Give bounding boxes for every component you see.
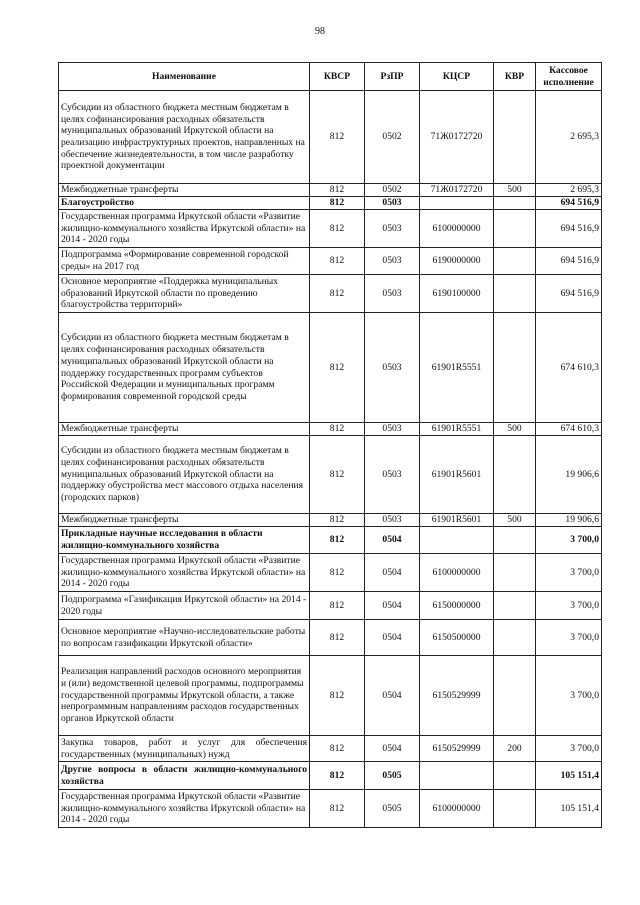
cell-kcsr: 6150529999 xyxy=(420,736,494,762)
cell-name: Подпрограмма «Формирование современной городской среды» на 2017 год xyxy=(59,248,310,275)
cell-kvsr: 812 xyxy=(310,736,365,762)
cell-kvr: 500 xyxy=(494,184,536,197)
cell-name: Благоустройство xyxy=(59,197,310,210)
cell-value: 694 516,9 xyxy=(536,248,602,275)
cell-rzpr: 0505 xyxy=(365,762,420,790)
cell-kvsr: 812 xyxy=(310,527,365,554)
header-rzpr: РзПР xyxy=(365,63,420,91)
cell-kcsr: 6150529999 xyxy=(420,656,494,736)
cell-kvr xyxy=(494,91,536,184)
cell-kvr: 500 xyxy=(494,514,536,527)
cell-kvr xyxy=(494,656,536,736)
cell-kcsr: 6100000000 xyxy=(420,554,494,592)
cell-name: Государственная программа Иркутской области «Развитие жилищно-коммунального хозяйства Иркутской области» на 2014 - 2020 годы xyxy=(59,790,310,828)
cell-rzpr: 0504 xyxy=(365,620,420,656)
header-kvsr: КВСР xyxy=(310,63,365,91)
cell-kvr xyxy=(494,436,536,514)
cell-value: 694 516,9 xyxy=(536,210,602,248)
cell-kvsr: 812 xyxy=(310,184,365,197)
cell-kcsr xyxy=(420,527,494,554)
cell-kcsr: 61901R5601 xyxy=(420,436,494,514)
cell-name: Прикладные научные исследования в области жилищно-коммунального хозяйства xyxy=(59,527,310,554)
cell-name: Другие вопросы в области жилищно-коммунального хозяйства xyxy=(59,762,310,790)
cell-value: 2 695,3 xyxy=(536,91,602,184)
cell-value: 2 695,3 xyxy=(536,184,602,197)
cell-rzpr: 0503 xyxy=(365,423,420,436)
cell-rzpr: 0504 xyxy=(365,592,420,620)
cell-rzpr: 0504 xyxy=(365,736,420,762)
table-row xyxy=(59,210,602,248)
table-row xyxy=(59,592,602,620)
cell-value: 3 700,0 xyxy=(536,656,602,736)
cell-kvr xyxy=(494,554,536,592)
cell-kcsr: 6150500000 xyxy=(420,620,494,656)
cell-name: Субсидии из областного бюджета местным бюджетам в целях софинансирования расходных обязательств муниципальных образований Иркутской области на поддержку обустройства мест массового отдыха населения (городских парков) xyxy=(59,436,310,514)
table-row xyxy=(59,762,602,790)
cell-value: 105 151,4 xyxy=(536,790,602,828)
cell-kvsr: 812 xyxy=(310,656,365,736)
cell-rzpr: 0503 xyxy=(365,210,420,248)
cell-kcsr: 71Ж0172720 xyxy=(420,184,494,197)
cell-kvsr: 812 xyxy=(310,554,365,592)
cell-rzpr: 0502 xyxy=(365,91,420,184)
cell-kvr: 200 xyxy=(494,736,536,762)
table-row xyxy=(59,91,602,184)
cell-rzpr: 0505 xyxy=(365,790,420,828)
cell-kvsr: 812 xyxy=(310,423,365,436)
cell-value: 3 700,0 xyxy=(536,620,602,656)
cell-name: Основное мероприятие «Поддержка муниципальных образований Иркутской области по проведению благоустройства территорий» xyxy=(59,275,310,313)
cell-kvr xyxy=(494,313,536,423)
budget-table xyxy=(58,62,602,828)
cell-kcsr xyxy=(420,197,494,210)
table-row xyxy=(59,656,602,736)
cell-value: 3 700,0 xyxy=(536,527,602,554)
cell-kcsr xyxy=(420,762,494,790)
cell-kcsr: 6190100000 xyxy=(420,275,494,313)
cell-rzpr: 0503 xyxy=(365,436,420,514)
cell-kvsr: 812 xyxy=(310,514,365,527)
cell-value: 3 700,0 xyxy=(536,736,602,762)
cell-name: Межбюджетные трансферты xyxy=(59,423,310,436)
cell-kcsr: 71Ж0172720 xyxy=(420,91,494,184)
cell-kcsr: 6100000000 xyxy=(420,790,494,828)
cell-value: 694 516,9 xyxy=(536,275,602,313)
cell-kvr xyxy=(494,527,536,554)
cell-kvr xyxy=(494,248,536,275)
cell-kvr xyxy=(494,790,536,828)
cell-kcsr: 61901R5551 xyxy=(420,423,494,436)
cell-value: 674 610,3 xyxy=(536,313,602,423)
table-row xyxy=(59,514,602,527)
cell-kvsr: 812 xyxy=(310,210,365,248)
cell-kvr xyxy=(494,197,536,210)
cell-name: Межбюджетные трансферты xyxy=(59,514,310,527)
cell-name: Субсидии из областного бюджета местным бюджетам в целях софинансирования расходных обязательств муниципальных образований Иркутской области на поддержку государственных программ субъектов Российской Федерации и муниципальных программ формирования современной городской среды xyxy=(59,313,310,423)
cell-kvsr: 812 xyxy=(310,762,365,790)
cell-value: 19 906,6 xyxy=(536,514,602,527)
table-row xyxy=(59,527,602,554)
table-row xyxy=(59,275,602,313)
table-row xyxy=(59,736,602,762)
table-row xyxy=(59,620,602,656)
cell-value: 105 151,4 xyxy=(536,762,602,790)
cell-name: Государственная программа Иркутской области «Развитие жилищно-коммунального хозяйства Иркутской области» на 2014 - 2020 годы xyxy=(59,210,310,248)
cell-rzpr: 0503 xyxy=(365,248,420,275)
table-row xyxy=(59,554,602,592)
cell-kvr xyxy=(494,762,536,790)
cell-kvr xyxy=(494,275,536,313)
cell-value: 3 700,0 xyxy=(536,592,602,620)
cell-kvsr: 812 xyxy=(310,436,365,514)
table-header-row xyxy=(59,63,602,91)
cell-rzpr: 0504 xyxy=(365,554,420,592)
page-number: 98 xyxy=(315,26,325,37)
cell-name: Реализация направлений расходов основного мероприятия и (или) ведомственной целевой программы, подпрограммы государственной программы Иркутской области, а также непрограммным направлениям расходов государственных органов Иркутской области xyxy=(59,656,310,736)
cell-rzpr: 0503 xyxy=(365,313,420,423)
header-execution: Кассовое исполнение xyxy=(536,63,602,91)
table-row xyxy=(59,423,602,436)
cell-kvsr: 812 xyxy=(310,620,365,656)
header-kcsr: КЦСР xyxy=(420,63,494,91)
cell-kvsr: 812 xyxy=(310,275,365,313)
cell-name: Субсидии из областного бюджета местным бюджетам в целях софинансирования расходных обязательств муниципальных образований Иркутской области на реализацию инфраструктурных проектов, направленных на обеспечение жизнедеятельности, в том числе разработку проектной документации xyxy=(59,91,310,184)
cell-kvr xyxy=(494,592,536,620)
cell-kcsr: 61901R5551 xyxy=(420,313,494,423)
cell-kcsr: 61901R5601 xyxy=(420,514,494,527)
cell-kvsr: 812 xyxy=(310,790,365,828)
cell-kvsr: 812 xyxy=(310,313,365,423)
cell-value: 19 906,6 xyxy=(536,436,602,514)
cell-kvsr: 812 xyxy=(310,592,365,620)
cell-rzpr: 0503 xyxy=(365,514,420,527)
cell-kvr: 500 xyxy=(494,423,536,436)
table-row xyxy=(59,790,602,828)
header-kvr: КВР xyxy=(494,63,536,91)
cell-kcsr: 6190000000 xyxy=(420,248,494,275)
cell-rzpr: 0504 xyxy=(365,527,420,554)
cell-rzpr: 0503 xyxy=(365,275,420,313)
cell-kcsr: 6100000000 xyxy=(420,210,494,248)
table-row xyxy=(59,436,602,514)
cell-name: Подпрограмма «Газификация Иркутской области» на 2014 - 2020 годы xyxy=(59,592,310,620)
cell-value: 674 610,3 xyxy=(536,423,602,436)
cell-rzpr: 0504 xyxy=(365,656,420,736)
cell-value: 3 700,0 xyxy=(536,554,602,592)
table-row xyxy=(59,197,602,210)
cell-kvr xyxy=(494,210,536,248)
header-name: Наименование xyxy=(59,63,310,91)
cell-rzpr: 0502 xyxy=(365,184,420,197)
cell-kvsr: 812 xyxy=(310,197,365,210)
cell-name: Основное мероприятие «Научно-исследовательские работы по вопросам газификации Иркутской области» xyxy=(59,620,310,656)
cell-kcsr: 6150000000 xyxy=(420,592,494,620)
cell-rzpr: 0503 xyxy=(365,197,420,210)
table-row xyxy=(59,248,602,275)
cell-kvsr: 812 xyxy=(310,248,365,275)
table-row xyxy=(59,184,602,197)
cell-kvsr: 812 xyxy=(310,91,365,184)
table-row xyxy=(59,313,602,423)
cell-name: Закупка товаров, работ и услуг для обеспечения государственных (муниципальных) нужд xyxy=(59,736,310,762)
cell-name: Государственная программа Иркутской области «Развитие жилищно-коммунального хозяйства Иркутской области» на 2014 - 2020 годы xyxy=(59,554,310,592)
cell-value: 694 516,9 xyxy=(536,197,602,210)
cell-name: Межбюджетные трансферты xyxy=(59,184,310,197)
cell-kvr xyxy=(494,620,536,656)
